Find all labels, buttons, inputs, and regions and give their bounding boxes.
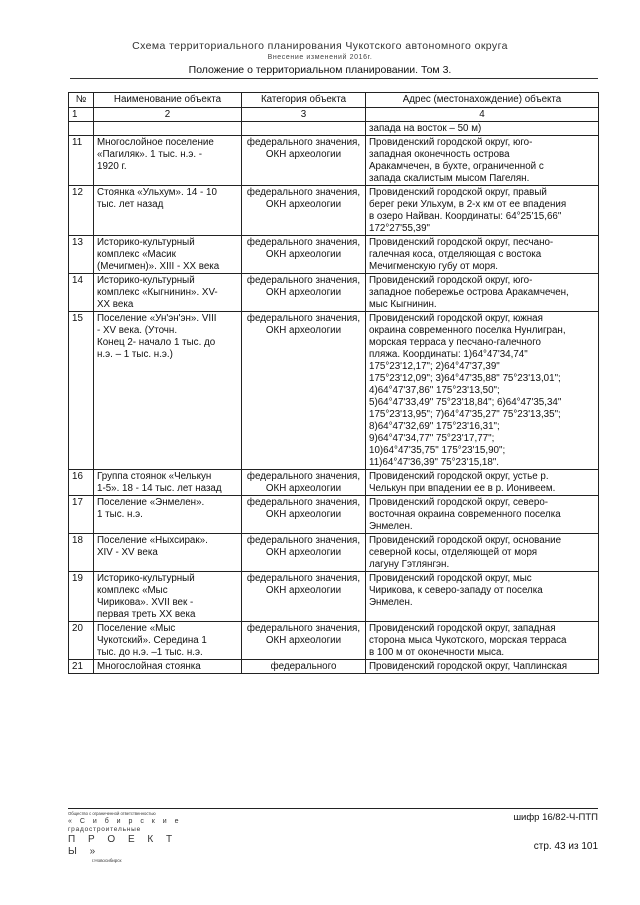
- table-row: [69, 622, 599, 660]
- table-row: [69, 136, 599, 186]
- table-row: [69, 274, 599, 312]
- row-number: 12: [69, 186, 94, 236]
- object-address: Провиденский городской округ, Чаплинская: [366, 660, 599, 674]
- object-name: Историко-культурный комплекс «Масик (Мечигмен)». XIII - XX века: [94, 236, 242, 274]
- object-category: федерального значения, ОКН археологии: [242, 534, 366, 572]
- row-number: 11: [69, 136, 94, 186]
- table-cell: [94, 122, 242, 136]
- table-row: [69, 186, 599, 236]
- column-number: 4: [366, 108, 599, 122]
- object-category: федерального значения, ОКН археологии: [242, 622, 366, 660]
- row-number: 13: [69, 236, 94, 274]
- column-number: 1: [69, 108, 94, 122]
- column-number: 2: [94, 108, 242, 122]
- column-header-category: Категория объекта: [242, 93, 366, 108]
- continuation-row: [69, 122, 599, 136]
- object-address: Провиденский городской округ, южная окраина современного поселка Нунлигран, морская терраса у песчано-галечного пляжа. Координаты: 1)64°47'34,74" 175°23'12,17"; 2)64°47'37,39" 175°23'12,09"; 3)64°47'35,88" 75°23'13,01"; 4)64°47'37,86" 175°23'13,50"; 5)64°47'33,49" 75°23'18,84"; 6)64°47'35,34" 175°23'13,95"; 7)64°47'35,27" 75°23'13,35"; 8)64°47'32,69" 175°23'16,31"; 9)64°47'34,77" 75°23'17,77"; 10)64°47'35,75" 175°23'15,90"; 11)64°47'36,39" 75°23'15,18".: [366, 312, 599, 470]
- logo-line: Общество с ограниченной ответственностью: [68, 811, 156, 816]
- page-number: стр. 43 из 101: [533, 841, 598, 852]
- logo-line: « С и б и р с к и е: [68, 818, 182, 825]
- object-category: федерального значения, ОКН археологии: [242, 496, 366, 534]
- object-category: федерального значения, ОКН археологии: [242, 136, 366, 186]
- document-subtitle: Внесение изменений 2016г.: [267, 54, 373, 61]
- row-number: 21: [69, 660, 94, 674]
- object-address: Провиденский городской округ, западная сторона мыса Чукотского, морская терраса в 100 м от оконечности мыса.: [366, 622, 599, 660]
- object-name: Поселение «Энмелен». 1 тыс. н.э.: [94, 496, 242, 534]
- object-name: Группа стоянок «Челькун 1-5». 18 - 14 тыс. лет назад: [94, 470, 242, 496]
- table-row: [69, 496, 599, 534]
- object-address: Провиденский городской округ, песчано- галечная коса, отделяющая с востока Мечигменскую губу от моря.: [366, 236, 599, 274]
- object-address: Провиденский городской округ, правый берег реки Ульхум, в 2-х км от ее впадения в озеро Найван. Координаты: 64°25'15,66" 172°27'55,39": [366, 186, 599, 236]
- table-row: [69, 660, 599, 674]
- column-header-number: №: [69, 93, 94, 108]
- object-name: Стоянка «Ульхум». 14 - 10 тыс. лет назад: [94, 186, 242, 236]
- row-number: 17: [69, 496, 94, 534]
- logo-line: г.Новосибирск: [92, 858, 122, 863]
- object-category: федерального: [242, 660, 366, 674]
- row-number: 18: [69, 534, 94, 572]
- volume-title: Положение о территориальном планировании. Том 3.: [188, 64, 452, 76]
- row-number: 15: [69, 312, 94, 470]
- company-logo: [68, 811, 188, 864]
- object-address: Провиденский городской округ, юго- западное побережье острова Аракамчечен, мыс Кыгнинин.: [366, 274, 599, 312]
- object-name: Историко-культурный комплекс «Кыгнинин». XV- XX века: [94, 274, 242, 312]
- table-row: [69, 470, 599, 496]
- table-cell: [242, 122, 366, 136]
- table-row: [69, 312, 599, 470]
- footer-divider: [68, 808, 598, 809]
- table-row: [69, 236, 599, 274]
- logo-line: П Р О Е К Т Ы »: [68, 834, 178, 857]
- object-name: Поселение «Ныхсирак». XIV - XV века: [94, 534, 242, 572]
- row-number: 19: [69, 572, 94, 622]
- object-name: Историко-культурный комплекс «Мыс Чирикова». XVII век - первая треть XX века: [94, 572, 242, 622]
- row-number: 14: [69, 274, 94, 312]
- object-address: Провиденский городской округ, основание северной косы, отделяющей от моря лагуну Гэтлянгэн.: [366, 534, 599, 572]
- row-number: 20: [69, 622, 94, 660]
- object-category: федерального значения, ОКН археологии: [242, 236, 366, 274]
- header-divider: [70, 78, 598, 79]
- object-category: федерального значения, ОКН археологии: [242, 312, 366, 470]
- object-category: федерального значения, ОКН археологии: [242, 572, 366, 622]
- object-name: Поселение «Мыс Чукотский». Середина 1 тыс. до н.э. –1 тыс. н.э.: [94, 622, 242, 660]
- object-category: федерального значения, ОКН археологии: [242, 470, 366, 496]
- table-row: [69, 534, 599, 572]
- object-category: федерального значения, ОКН археологии: [242, 186, 366, 236]
- table-row: [69, 572, 599, 622]
- row-number: 16: [69, 470, 94, 496]
- column-header-address: Адрес (местонахождение) объекта: [366, 93, 599, 108]
- object-category: федерального значения, ОКН археологии: [242, 274, 366, 312]
- object-address: Провиденский городской округ, северо- восточная окраина современного поселка Энмелен.: [366, 496, 599, 534]
- object-address: Провиденский городской округ, юго- западная оконечность острова Аракамчечен, в бухте, ограниченной с запада скалистым мысом Пагелян.: [366, 136, 599, 186]
- table-header-row: [69, 93, 599, 108]
- logo-line: градостроительные: [68, 826, 142, 833]
- object-name: Многослойная стоянка: [94, 660, 242, 674]
- document-cipher: шифр 16/82-Ч-ПТП: [513, 812, 598, 823]
- column-header-name: Наименование объекта: [94, 93, 242, 108]
- continuation-text: запада на восток – 50 м): [366, 122, 599, 136]
- object-address: Провиденский городской округ, мыс Чирикова, к северо-западу от поселка Энмелен.: [366, 572, 599, 622]
- table-cell: [69, 122, 94, 136]
- objects-table: [68, 92, 599, 674]
- document-title: Схема территориального планирования Чукотского автономного округа: [132, 40, 508, 52]
- object-name: Поселение «Ун'эн'эн». VIII - XV века. (Уточн. Конец 2- начало 1 тыс. до н.э. – 1 тыс. н.э.): [94, 312, 242, 470]
- object-name: Многослойное поселение «Пагиляк». 1 тыс. н.э. - 1920 г.: [94, 136, 242, 186]
- object-address: Провиденский городской округ, устье р. Челькун при впадении ее в р. Ионивеем.: [366, 470, 599, 496]
- column-numbers-row: [69, 108, 599, 122]
- column-number: 3: [242, 108, 366, 122]
